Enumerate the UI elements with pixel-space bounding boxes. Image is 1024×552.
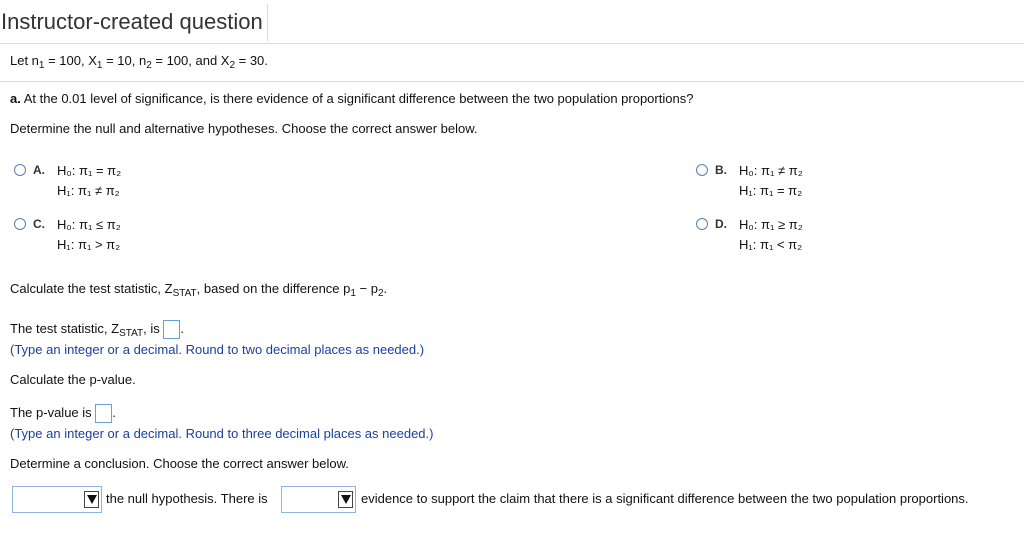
test-statistic-input[interactable] [163, 320, 180, 339]
conclusion-text-mid: the null hypothesis. There is [106, 491, 268, 506]
option-c-h1: H₁: π₁ > π₂ [57, 237, 121, 252]
option-d-h1: H₁: π₁ < π₂ [739, 237, 803, 252]
conclusion-evidence-select[interactable] [281, 486, 356, 513]
option-b-radio[interactable] [696, 164, 708, 176]
dropdown-arrow-icon[interactable] [84, 491, 99, 508]
option-b-h1: H₁: π₁ = π₂ [739, 183, 803, 198]
pvalue-answer: The p-value is . [10, 403, 116, 423]
given-values: Let $n_1 = 100$, $X_1 = 10$, $n_2 = 100$, and $X_2 = 30$. [10, 53, 268, 71]
option-c-h0: H₀: π₁ ≤ π₂ [57, 217, 121, 232]
divider [0, 81, 1024, 82]
option-b-letter: B. [715, 163, 727, 177]
option-a-h1: H₁: π₁ ≠ π₂ [57, 183, 120, 198]
option-d-letter: D. [715, 217, 727, 231]
option-b-h0: H₀: π₁ ≠ π₂ [739, 163, 803, 178]
pvalue-instruction: Calculate the p-value. [10, 372, 136, 387]
test-statistic-answer: The test statistic, $Z_{STAT}$, is . [10, 321, 185, 339]
option-a-radio[interactable] [14, 164, 26, 176]
option-c-letter: C. [33, 217, 45, 231]
option-d-radio[interactable] [696, 218, 708, 230]
option-a-letter: A. [33, 163, 45, 177]
dropdown-arrow-icon[interactable] [338, 491, 353, 508]
conclusion-instruction: Determine a conclusion. Choose the correct answer below. [10, 456, 349, 471]
test-statistic-instruction: Calculate the test statistic, $Z_{STAT}$, based on the difference $p_1 - p_2$. [10, 281, 388, 299]
option-a-h0: H₀: π₁ = π₂ [57, 163, 122, 178]
part-a-question: a. At the 0.01 level of significance, is there evidence of a significant difference between the two population proportions? [10, 91, 694, 106]
test-statistic-hint: (Type an integer or a decimal. Round to two decimal places as needed.) [10, 342, 425, 357]
pvalue-input[interactable] [95, 404, 112, 423]
header-bar [0, 0, 1024, 44]
hypothesis-instruction: Determine the null and alternative hypotheses. Choose the correct answer below. [10, 121, 478, 136]
option-c-radio[interactable] [14, 218, 26, 230]
pvalue-hint: (Type an integer or a decimal. Round to three decimal places as needed.) [10, 426, 434, 441]
page-title: Instructor-created question [0, 4, 268, 41]
conclusion-decision-select[interactable] [12, 486, 102, 513]
option-d-h0: H₀: π₁ ≥ π₂ [739, 217, 803, 232]
conclusion-text-end: evidence to support the claim that there is a significant difference between the two population proportions. [361, 491, 969, 506]
